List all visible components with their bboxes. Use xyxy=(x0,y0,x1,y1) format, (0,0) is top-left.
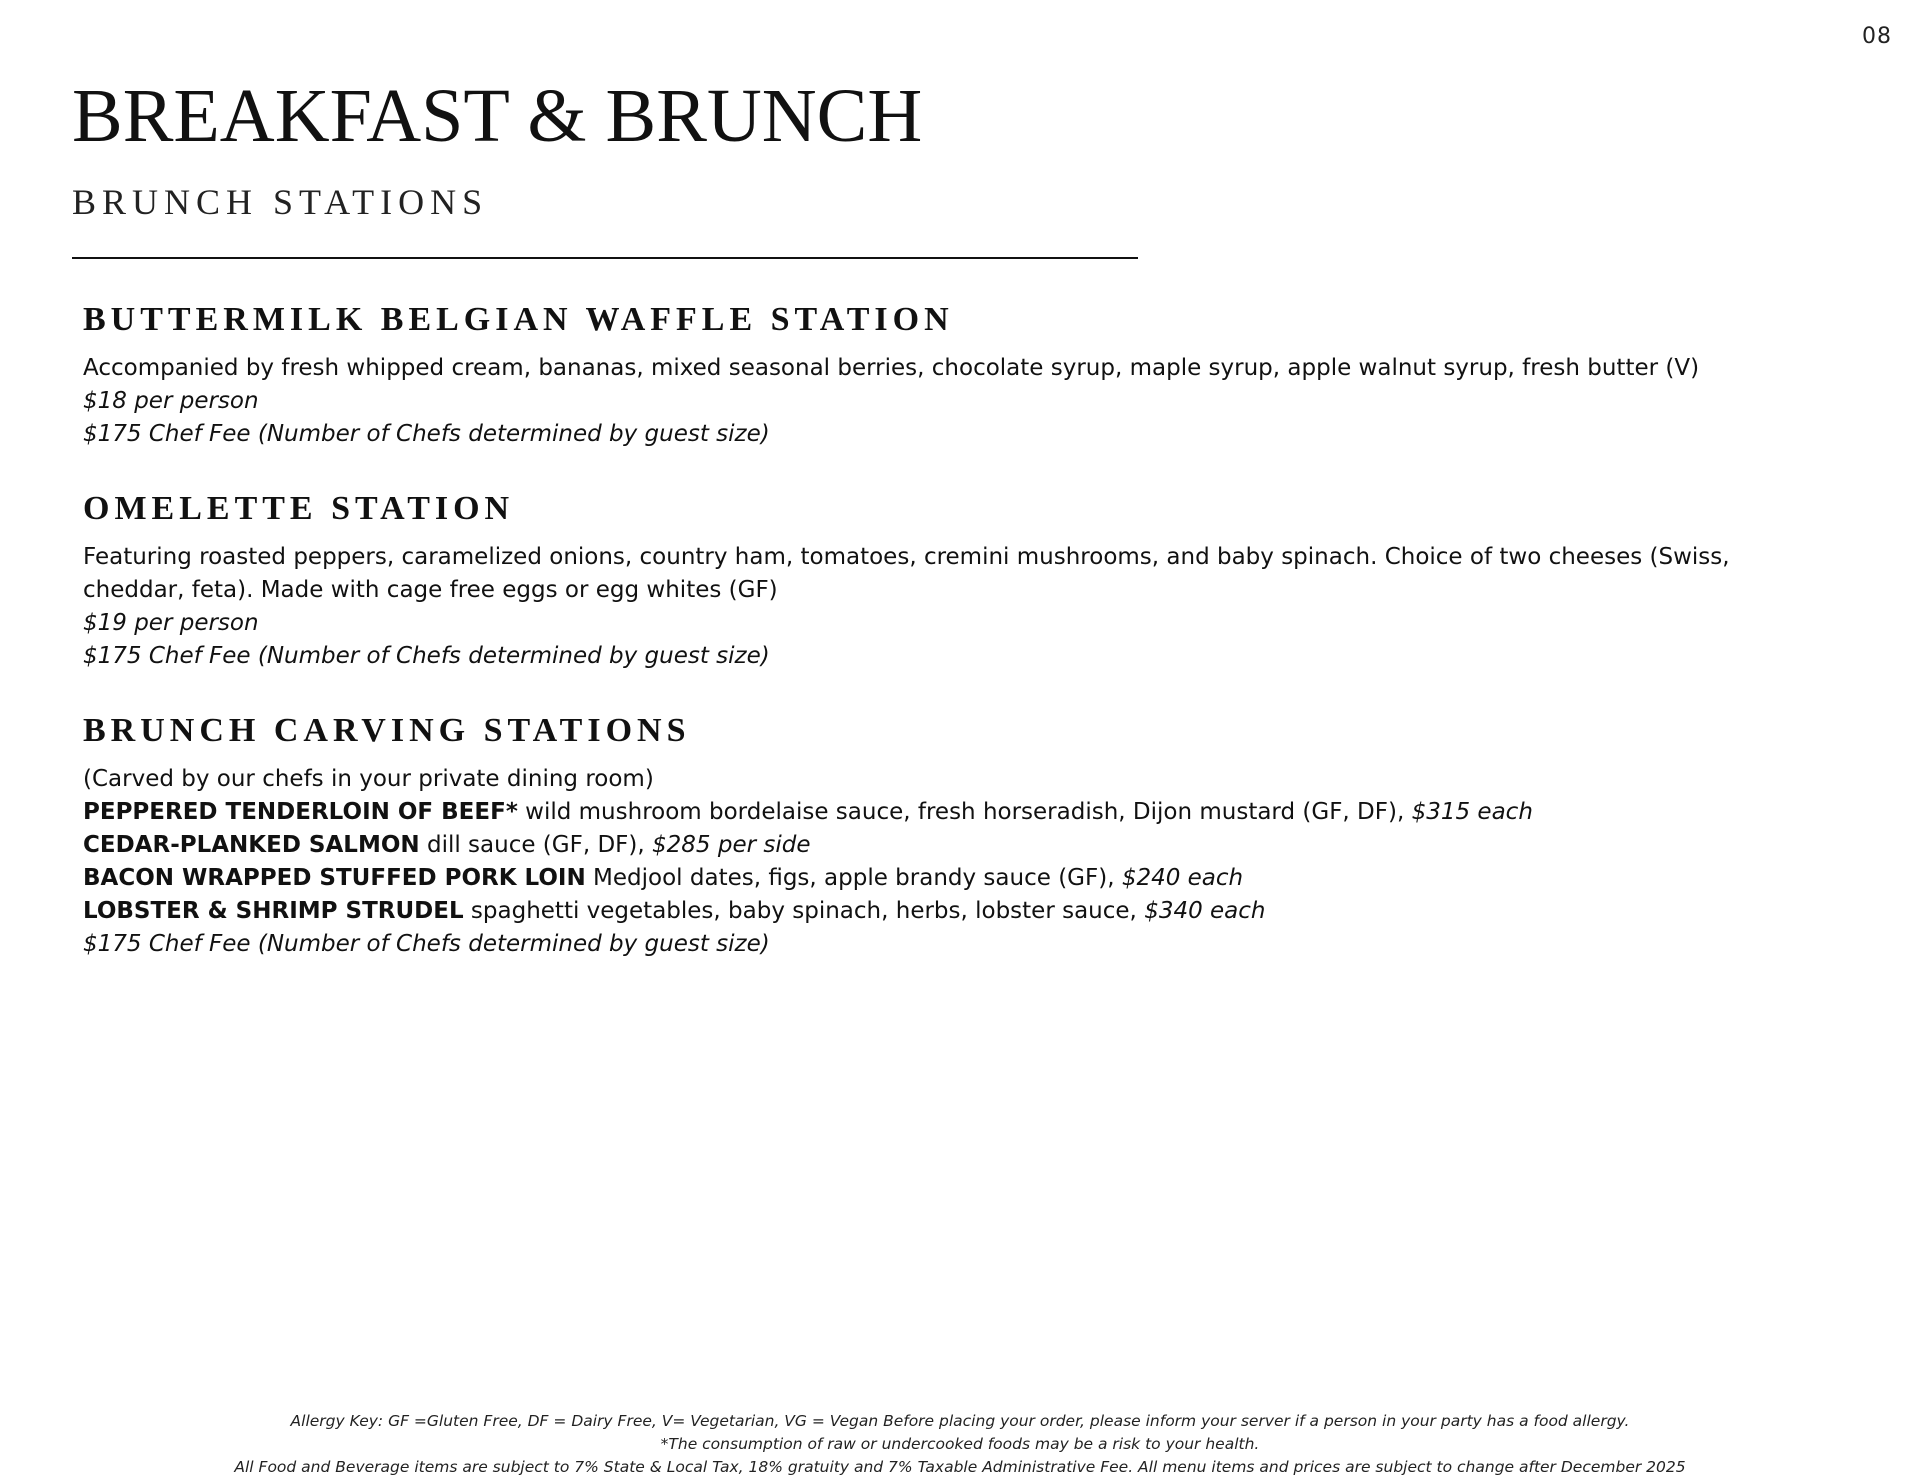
omelette-station-section xyxy=(83,487,1843,673)
footer-notes xyxy=(0,1410,1920,1479)
item-name: BACON WRAPPED STUFFED PORK LOIN xyxy=(83,865,586,891)
divider xyxy=(72,257,1138,259)
page-title: BREAKFAST & BRUNCH xyxy=(72,74,923,158)
chef-fee: $175 Chef Fee (Number of Chefs determined by guest size) xyxy=(83,643,770,669)
item-description: wild mushroom bordelaise sauce, fresh horseradish, Dijon mustard (GF, DF), xyxy=(517,799,1412,825)
item-description: spaghetti vegetables, baby spinach, herbs, lobster sauce, xyxy=(463,898,1145,924)
chef-fee: $175 Chef Fee (Number of Chefs determined by guest size) xyxy=(83,421,770,447)
item-description: dill sauce (GF, DF), xyxy=(419,832,652,858)
chef-fee: $175 Chef Fee (Number of Chefs determined by guest size) xyxy=(83,931,770,957)
carving-item xyxy=(83,862,1843,895)
section-heading: BRUNCH CARVING STATIONS xyxy=(83,712,691,749)
allergy-key: Allergy Key: GF =Gluten Free, DF = Dairy Free, V= Vegetarian, VG = Vegan Before placing your order, please inform your server if a person in your party has a food allergy. xyxy=(290,1412,1630,1430)
menu-content xyxy=(83,298,1843,997)
section-price: $18 per person xyxy=(83,388,259,414)
section-description: Accompanied by fresh whipped cream, bananas, mixed seasonal berries, chocolate syrup, maple syrup, apple walnut syrup, fresh butter (V) xyxy=(83,355,1700,381)
page-subtitle: BRUNCH STATIONS xyxy=(72,182,489,222)
section-heading: BUTTERMILK BELGIAN WAFFLE STATION xyxy=(83,301,954,338)
raw-food-warning: *The consumption of raw or undercooked foods may be a risk to your health. xyxy=(660,1435,1260,1453)
section-description-cont: cheddar, feta). Made with cage free eggs or egg whites (GF) xyxy=(83,577,778,603)
item-name: CEDAR-PLANKED SALMON xyxy=(83,832,420,858)
item-price: $240 each xyxy=(1121,865,1244,891)
item-name: PEPPERED TENDERLOIN OF BEEF* xyxy=(83,799,518,825)
section-description: Featuring roasted peppers, caramelized onions, country ham, tomatoes, cremini mushrooms, and baby spinach. Choice of two cheeses (Swiss, xyxy=(83,544,1730,570)
item-name: LOBSTER & SHRIMP STRUDEL xyxy=(83,898,464,924)
carving-item xyxy=(83,796,1843,829)
tax-notice: All Food and Beverage items are subject to 7% State & Local Tax, 18% gratuity and 7% Taxable Administrative Fee. All menu items and prices are subject to change after December 2025 xyxy=(234,1458,1686,1476)
waffle-station-section xyxy=(83,298,1843,451)
section-price: $19 per person xyxy=(83,610,259,636)
item-description: Medjool dates, figs, apple brandy sauce (GF), xyxy=(585,865,1122,891)
section-heading: OMELETTE STATION xyxy=(83,490,515,527)
item-price: $285 per side xyxy=(652,832,811,858)
item-price: $340 each xyxy=(1144,898,1266,924)
carving-stations-section xyxy=(83,709,1843,961)
page-number: 08 xyxy=(1862,24,1892,49)
item-price: $315 each xyxy=(1411,799,1533,825)
carving-item xyxy=(83,895,1843,928)
section-intro: (Carved by our chefs in your private dining room) xyxy=(83,766,654,792)
carving-item xyxy=(83,829,1843,862)
